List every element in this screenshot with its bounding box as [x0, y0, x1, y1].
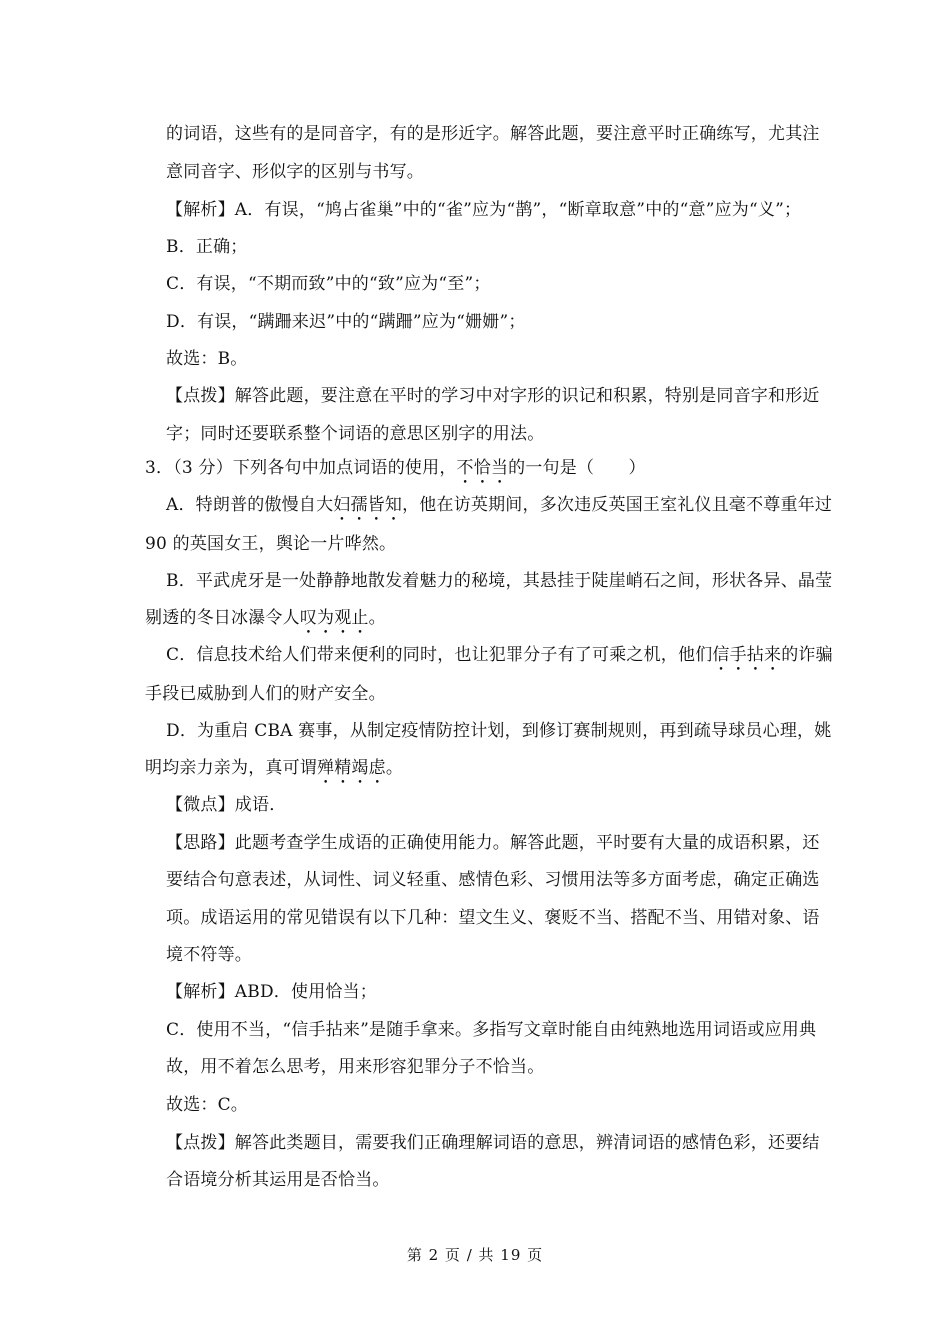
option-d-text: 明均亲力亲为，真可谓 — [145, 758, 317, 778]
question-3-prefix: 3．（3 分）下列各句中加点词语的使用， — [145, 458, 457, 478]
analysis-line: 【解析】A．有误，“鸠占雀巢”中的“雀”应为“鹊”，“断章取意”中的“意”应为“义”； — [166, 200, 802, 220]
text-line: B．正确； — [166, 237, 248, 257]
text-line: 故，用不着怎么思考，用来形容犯罪分子不恰当。 — [166, 1057, 545, 1077]
option-a-text: ，他在访英期间，多次违反英国王室礼仪且毫不尊重年过 — [402, 495, 833, 515]
question-3-stem — [145, 456, 646, 488]
answer-line: 故选：C。 — [166, 1095, 249, 1115]
text-line: 合语境分析其运用是否恰当。 — [166, 1170, 390, 1190]
option-c-text: 的诈骗 — [781, 645, 833, 665]
emphasized-idiom: 叹为观止 — [299, 608, 369, 628]
text-line: 90 的英国女王，舆论一片哗然。 — [145, 534, 397, 554]
text-line: C．有误，“不期而致”中的“致”应为“至”； — [166, 274, 491, 294]
text-line: 字；同时还要联系整个词语的意思区别字的用法。 — [166, 424, 545, 444]
option-d-line-2 — [145, 756, 403, 788]
text-line: D．有误，“蹒跚来迟”中的“蹒跚”应为“姗姗”； — [166, 312, 526, 332]
option-b-line: B．平武虎牙是一处静静地散发着魅力的秘境，其悬挂于陡崖峭石之间，形状各异、晶莹 — [166, 571, 833, 591]
tip-line: 【点拨】解答此题，要注意在平时的学习中对字形的识记和积累，特别是同音字和形近 — [166, 386, 820, 406]
emphasized-idiom: 信手拈来 — [712, 645, 782, 665]
page-number-footer: 第 2 页 / 共 19 页 — [406, 1246, 544, 1264]
analysis-line: 【解析】ABD．使用恰当； — [166, 982, 377, 1002]
emphasized-idiom: 妇孺皆知 — [333, 495, 403, 515]
text-line: 意同音字、形似字的区别与书写。 — [166, 162, 424, 182]
micro-point-line: 【微点】成语． — [166, 795, 287, 815]
option-b-line-2 — [145, 606, 386, 638]
option-b-text: 剔透的冬日冰瀑令人 — [145, 608, 300, 628]
answer-line: 故选：B。 — [166, 349, 248, 369]
text-line: 的词语，这些有的是同音字，有的是形近字。解答此题，要注意平时正确练写，尤其注 — [166, 124, 820, 144]
emphasized-word: 不恰当 — [456, 458, 509, 478]
option-d-line: D．为重启 CBA 赛事，从制定疫情防控计划，到修订赛制规则，再到疏导球员心理，姚 — [166, 721, 832, 741]
option-d-text: 。 — [385, 758, 404, 778]
option-a-line — [166, 493, 832, 525]
text-line: C．使用不当，“信手拈来”是随手拿来。多指写文章时能自由纯熟地选用词语或应用典 — [166, 1020, 817, 1040]
option-b-text: 。 — [368, 608, 386, 628]
text-line: 项。成语运用的常见错误有以下几种：望文生义、褒贬不当、搭配不当、用错对象、语 — [166, 908, 820, 928]
option-a-text: A．特朗普的傲慢自大 — [166, 495, 334, 515]
option-c-text: C．信息技术给人们带来便利的同时，也让犯罪分子有了可乘之机，他们 — [166, 645, 713, 665]
text-line: 手段已威胁到人们的财产安全。 — [145, 684, 386, 704]
question-3-suffix: 的一句是（ ） — [508, 458, 646, 478]
emphasized-idiom: 殚精竭虑 — [317, 758, 386, 778]
approach-line: 【思路】此题考查学生成语的正确使用能力。解答此题，平时要有大量的成语积累，还 — [166, 833, 820, 853]
text-line: 要结合句意表述，从词性、词义轻重、感情色彩、习惯用法等多方面考虑，确定正确选 — [166, 870, 820, 890]
option-c-line — [166, 643, 833, 675]
text-line: 境不符等。 — [166, 945, 252, 965]
tip-line: 【点拨】解答此类题目，需要我们正确理解词语的意思，辨清词语的感情色彩，还要结 — [166, 1133, 820, 1153]
